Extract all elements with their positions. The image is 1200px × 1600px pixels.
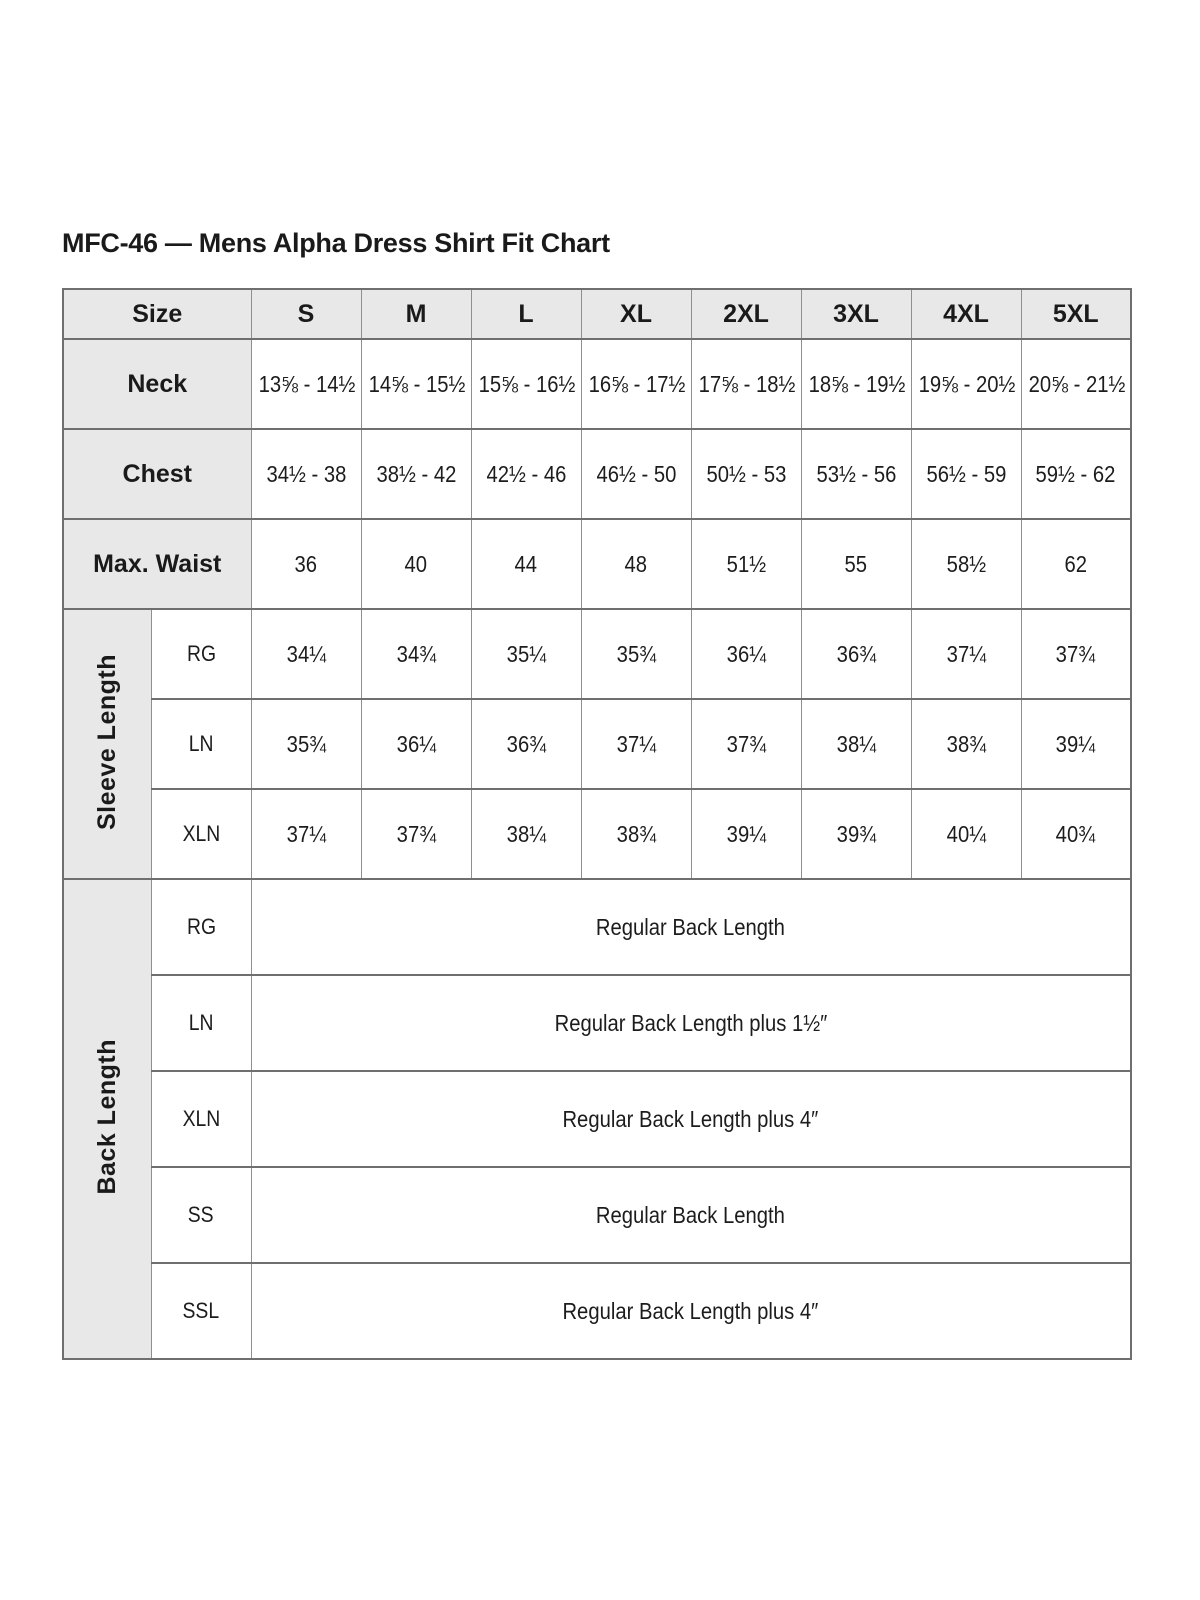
fit-chart-table [62,288,1132,1360]
back-ss-row [63,1167,1131,1263]
max-waist-value: 51½ [726,550,766,577]
neck-value: 16⅝ - 17½ [588,370,685,397]
chest-value: 59½ - 62 [1035,460,1116,487]
max-waist-value-cell [581,519,691,609]
sub-row-label: LN [188,731,214,756]
chest-value: 42½ - 46 [486,460,566,487]
page-title: MFC-46 — Mens Alpha Dress Shirt Fit Chart [62,228,610,258]
sleeve-value-cell [361,699,471,789]
chest-value-cell [471,429,581,519]
chest-value-cell [801,429,911,519]
size-col-header-l: L [471,289,581,339]
back-length-value: Regular Back Length plus 4″ [562,1297,819,1324]
sleeve-xln-row [63,789,1131,879]
max-waist-value: 44 [514,550,538,577]
chest-value-cell [911,429,1021,519]
sleeve-value-cell [581,789,691,879]
sub-row-label: SSL [182,1298,220,1323]
sleeve-value: 36¼ [396,730,436,757]
sleeve-value: 40¾ [1056,820,1096,847]
sleeve-value-cell [251,609,361,699]
size-col-header-s: S [251,289,361,339]
max-waist-row [63,519,1131,609]
neck-value-cell [471,339,581,429]
back-xln-row [63,1071,1131,1167]
chest-row-label: Chest [63,429,251,519]
sub-row-label: LN [188,1010,214,1035]
sleeve-value: 35¾ [286,730,326,757]
sleeve-value: 39¼ [726,820,766,847]
back-length-value: Regular Back Length [596,1201,786,1228]
sleeve-value: 38¾ [616,820,656,847]
back-length-value-cell [251,879,1131,975]
sleeve-value-cell [471,699,581,789]
size-col-header-5xl: 5XL [1021,289,1131,339]
chest-row [63,429,1131,519]
back-ln-row [63,975,1131,1071]
size-col-header-xl: XL [581,289,691,339]
size-col-header-4xl: 4XL [911,289,1021,339]
sleeve-value: 38¾ [946,730,986,757]
neck-value-cell [581,339,691,429]
chest-value-cell [581,429,691,519]
neck-value: 15⅝ - 16½ [478,370,575,397]
chest-value-cell [691,429,801,519]
chest-value: 50½ - 53 [706,460,786,487]
chest-value-cell [251,429,361,519]
sleeve-value: 34¼ [286,640,326,667]
back-length-value: Regular Back Length plus 4″ [562,1105,819,1132]
sleeve-value: 35¼ [506,640,546,667]
sleeve-value: 37¼ [616,730,656,757]
sleeve-value-cell [251,699,361,789]
back-length-group-label: Back Length [92,1038,121,1195]
header-row [63,289,1131,339]
sleeve-value: 37¾ [1056,640,1096,667]
back-ssl-row [63,1263,1131,1359]
sleeve-value-cell [581,609,691,699]
sleeve-value: 39¾ [836,820,876,847]
back-length-value-cell [251,1167,1131,1263]
back-length-value: Regular Back Length plus 1½″ [554,1009,828,1036]
sleeve-value-cell [1021,789,1131,879]
sleeve-rg-row [63,609,1131,699]
chest-value: 56½ - 59 [926,460,1006,487]
back-rg-label-cell [151,879,251,975]
size-col-header-3xl: 3XL [801,289,911,339]
neck-value: 20⅝ - 21½ [1028,370,1125,397]
sleeve-value: 37¾ [396,820,436,847]
chest-value: 38½ - 42 [376,460,456,487]
back-length-group-cell [63,879,151,1359]
max-waist-value-cell [471,519,581,609]
sleeve-rg-label-cell [151,609,251,699]
max-waist-value: 62 [1064,550,1088,577]
sub-row-label: RG [186,641,216,666]
max-waist-value: 58½ [946,550,986,577]
sleeve-value-cell [801,699,911,789]
sleeve-value-cell [471,609,581,699]
back-length-value-cell [251,1071,1131,1167]
sleeve-value: 39¼ [1056,730,1096,757]
sleeve-value: 36¾ [836,640,876,667]
neck-value-cell [251,339,361,429]
sleeve-value-cell [361,789,471,879]
sleeve-value: 36¼ [726,640,766,667]
max-waist-value: 36 [294,550,318,577]
chest-value-cell [1021,429,1131,519]
sleeve-value-cell [911,699,1021,789]
size-header-cell: Size [63,289,251,339]
chest-value: 46½ - 50 [596,460,676,487]
sleeve-ln-label-cell [151,699,251,789]
back-length-value: Regular Back Length [596,913,786,940]
neck-value: 13⅝ - 14½ [258,370,355,397]
neck-value-cell [801,339,911,429]
sleeve-value-cell [691,609,801,699]
back-length-value-cell [251,975,1131,1071]
chest-value: 34½ - 38 [266,460,346,487]
max-waist-value: 40 [404,550,428,577]
sleeve-value-cell [911,609,1021,699]
sub-row-label: XLN [182,1106,220,1131]
size-col-header-2xl: 2XL [691,289,801,339]
sleeve-value: 37¼ [286,820,326,847]
sleeve-value-cell [801,609,911,699]
neck-value: 17⅝ - 18½ [698,370,795,397]
sleeve-value-cell [471,789,581,879]
back-length-value-cell [251,1263,1131,1359]
neck-row [63,339,1131,429]
back-ssl-label-cell [151,1263,251,1359]
max-waist-value-cell [801,519,911,609]
max-waist-row-label: Max. Waist [63,519,251,609]
neck-value-cell [1021,339,1131,429]
sub-row-label: SS [188,1202,214,1227]
max-waist-value-cell [251,519,361,609]
chest-value-cell [361,429,471,519]
chest-value: 53½ - 56 [816,460,896,487]
sleeve-xln-label-cell [151,789,251,879]
sleeve-value-cell [691,789,801,879]
sleeve-value-cell [251,789,361,879]
max-waist-value-cell [361,519,471,609]
max-waist-value: 48 [624,550,648,577]
neck-value: 14⅝ - 15½ [368,370,465,397]
sleeve-value: 38¼ [836,730,876,757]
sleeve-value: 37¼ [946,640,986,667]
neck-value-cell [911,339,1021,429]
sleeve-value: 40¼ [946,820,986,847]
max-waist-value-cell [691,519,801,609]
max-waist-value-cell [911,519,1021,609]
sleeve-length-group-label: Sleeve Length [92,653,121,830]
max-waist-value-cell [1021,519,1131,609]
sleeve-value-cell [1021,609,1131,699]
sleeve-value: 34¾ [396,640,436,667]
sleeve-value-cell [801,789,911,879]
back-rg-row [63,879,1131,975]
sleeve-value-cell [361,609,471,699]
neck-value-cell [691,339,801,429]
max-waist-value: 55 [844,550,868,577]
neck-row-label: Neck [63,339,251,429]
back-ss-label-cell [151,1167,251,1263]
sleeve-value-cell [691,699,801,789]
back-xln-label-cell [151,1071,251,1167]
sleeve-length-group-cell [63,609,151,879]
sub-row-label: XLN [182,821,220,846]
back-ln-label-cell [151,975,251,1071]
sleeve-value-cell [911,789,1021,879]
sleeve-value: 38¼ [506,820,546,847]
neck-value: 19⅝ - 20½ [918,370,1015,397]
neck-value-cell [361,339,471,429]
sleeve-value: 36¾ [506,730,546,757]
neck-value: 18⅝ - 19½ [808,370,905,397]
sleeve-ln-row [63,699,1131,789]
sleeve-value: 37¾ [726,730,766,757]
size-col-header-m: M [361,289,471,339]
sub-row-label: RG [186,914,216,939]
sleeve-value: 35¾ [616,640,656,667]
sleeve-value-cell [1021,699,1131,789]
sleeve-value-cell [581,699,691,789]
